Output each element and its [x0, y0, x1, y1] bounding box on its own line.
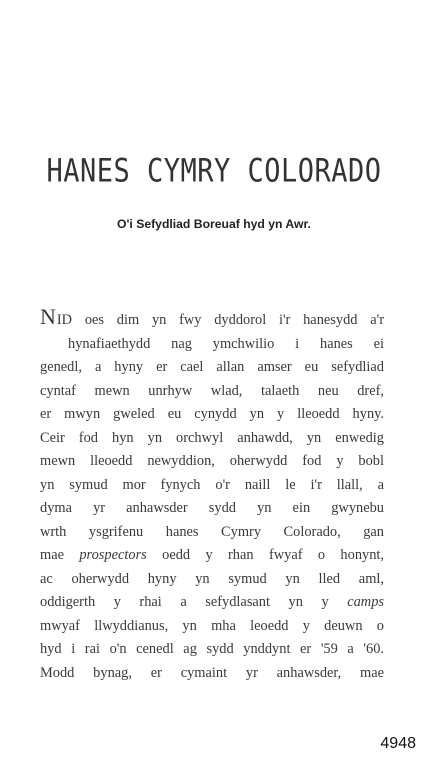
body-line: hyd i rai o'n cenedl ag sydd ynddynt er '59 a '60. — [40, 641, 384, 657]
body-line: wrth ysgrifenu hanes Cymry Colorado, gan — [40, 523, 384, 540]
body-line — [40, 591, 384, 615]
body-line: er mwyn gweled eu cynydd yn y lleoedd hyny. — [40, 406, 384, 422]
body-line: ac oherwydd hyny yn symud yn lled aml, — [40, 570, 384, 587]
body-line: Modd bynag, er cymaint yr anhawsder, mae — [40, 664, 384, 681]
line-text: mae — [40, 547, 80, 563]
drop-cap: N — [40, 304, 56, 329]
italic-word: prospectors — [79, 547, 147, 563]
line-text: oddigerth y rhai a sefydlasant yn y — [40, 594, 348, 610]
body-paragraph — [40, 304, 384, 685]
body-line: hynafiaethydd nag ymchwilio i hanes ei — [68, 335, 384, 352]
body-line: mewn lleoedd newyddion, oherwydd fod y bobl — [40, 453, 384, 469]
line-text: oedd y rhan fwyaf o honynt, — [146, 547, 384, 563]
page-number: 4948 — [380, 735, 416, 752]
small-caps-word: ID — [56, 312, 73, 328]
body-line: cyntaf mewn unrhyw wlad, talaeth neu dref, — [40, 382, 384, 399]
line-text: oes dim yn fwy dyddorol i'r hanesydd a'r — [72, 312, 384, 328]
body-line: mwyaf llwyddianus, yn mha leoedd y deuwn o — [40, 617, 384, 634]
body-line — [40, 304, 384, 333]
italic-word: camps — [347, 594, 384, 610]
page-title: HANES CYMRY COLORADO — [46, 153, 382, 190]
body-line: genedl, a hyny er cael allan amser eu sefydliad — [40, 359, 384, 375]
page-subtitle: O'i Sefydliad Boreuaf hyd yn Awr. — [117, 217, 311, 231]
body-line: dyma yr anhawsder sydd yn ein gwynebu — [40, 500, 384, 516]
body-line: yn symud mor fynych o'r naill le i'r llall, a — [40, 476, 384, 493]
body-line: Ceir fod hyn yn orchwyl anhawdd, yn enwedig — [40, 429, 384, 446]
body-line — [40, 544, 384, 568]
